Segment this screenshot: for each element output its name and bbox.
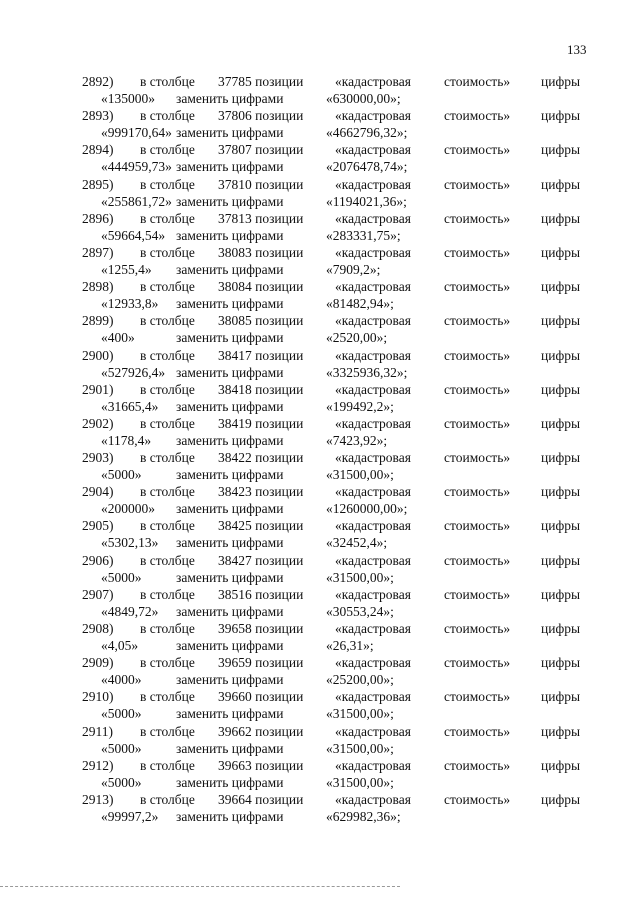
digits-label: цифры	[541, 244, 581, 260]
list-item	[0, 381, 640, 415]
item-line-2	[0, 603, 640, 620]
column-label: в столбце	[140, 74, 195, 89]
cadastral-label: «кадастровая	[335, 791, 411, 807]
replace-instruction: заменить цифрами	[176, 193, 284, 209]
item-number: 2910)	[82, 689, 114, 705]
column-label: в столбце	[140, 347, 195, 363]
list-item	[0, 210, 640, 244]
new-value: «1194021,36»;	[326, 193, 407, 209]
digits-label: цифры	[541, 176, 581, 192]
replace-instruction: заменить цифрами	[176, 808, 284, 824]
cadastral-label: «кадастровая	[335, 586, 411, 602]
list-item	[0, 176, 640, 210]
column-label: в столбце	[140, 415, 195, 431]
old-value: «4849,72»	[101, 603, 159, 619]
cost-label: стоимость»	[444, 450, 511, 466]
item-line-2	[0, 90, 640, 107]
digits-label: цифры	[541, 210, 581, 226]
item-line-1	[0, 347, 640, 364]
item-line-1	[0, 757, 640, 774]
new-value: «26,31»;	[326, 638, 374, 653]
column-label: в столбце	[140, 176, 195, 192]
digits-label: цифры	[541, 757, 581, 773]
position-code: 39662 позиции	[218, 723, 304, 739]
replace-instruction: заменить цифрами	[176, 91, 284, 106]
cadastral-label: «кадастровая	[335, 723, 411, 739]
old-value: «4000»	[101, 672, 142, 688]
item-line-2	[0, 466, 640, 483]
list-item	[0, 415, 640, 449]
list-item	[0, 107, 640, 141]
replace-instruction: заменить цифрами	[176, 501, 284, 517]
digits-label: цифры	[541, 791, 581, 807]
position-code: 38516 позиции	[218, 586, 304, 602]
list-item	[0, 552, 640, 586]
item-line-2	[0, 671, 640, 688]
cost-label: стоимость»	[444, 586, 511, 602]
position-code: 39660 позиции	[218, 689, 304, 705]
item-line-1	[0, 654, 640, 671]
item-number: 2902)	[82, 415, 114, 431]
position-code: 39659 позиции	[218, 655, 304, 671]
item-line-2	[0, 774, 640, 791]
cost-label: стоимость»	[444, 689, 511, 705]
digits-label: цифры	[541, 689, 581, 705]
new-value: «81482,94»;	[326, 296, 394, 312]
item-number: 2896)	[82, 210, 114, 226]
digits-label: цифры	[541, 381, 581, 397]
replace-instruction: заменить цифрами	[176, 672, 284, 688]
column-label: в столбце	[140, 621, 195, 636]
list-item	[0, 347, 640, 381]
position-code: 37807 позиции	[218, 142, 304, 158]
new-value: «1260000,00»;	[326, 501, 408, 517]
new-value: «629982,36»;	[326, 808, 401, 824]
column-label: в столбце	[140, 757, 195, 773]
replace-instruction: заменить цифрами	[176, 398, 284, 414]
position-code: 37785 позиции	[218, 74, 304, 89]
cadastral-label: «кадастровая	[335, 757, 411, 773]
item-number: 2913)	[82, 791, 114, 807]
old-value: «527926,4»	[101, 364, 166, 380]
list-item	[0, 278, 640, 312]
cost-label: стоимость»	[444, 518, 511, 534]
cost-label: стоимость»	[444, 142, 511, 158]
item-line-2	[0, 808, 640, 825]
digits-label: цифры	[541, 484, 581, 500]
item-line-1	[0, 107, 640, 124]
cost-label: стоимость»	[444, 723, 511, 739]
item-number: 2898)	[82, 279, 114, 295]
cadastral-label: «кадастровая	[335, 381, 411, 397]
cost-label: стоимость»	[444, 621, 511, 636]
item-line-2	[0, 432, 640, 449]
old-value: «5000»	[101, 569, 142, 585]
cadastral-label: «кадастровая	[335, 210, 411, 226]
position-code: 39658 позиции	[218, 621, 304, 636]
column-label: в столбце	[140, 586, 195, 602]
list-item	[0, 688, 640, 722]
cost-label: стоимость»	[444, 757, 511, 773]
cost-label: стоимость»	[444, 176, 511, 192]
replace-instruction: заменить цифрами	[176, 364, 284, 380]
digits-label: цифры	[541, 313, 581, 329]
item-number: 2908)	[82, 621, 114, 636]
cadastral-label: «кадастровая	[335, 347, 411, 363]
cadastral-label: «кадастровая	[335, 450, 411, 466]
column-label: в столбце	[140, 484, 195, 500]
item-line-2	[0, 705, 640, 722]
replace-instruction: заменить цифрами	[176, 125, 284, 141]
replace-instruction: заменить цифрами	[176, 740, 284, 756]
column-label: в столбце	[140, 381, 195, 397]
cost-label: стоимость»	[444, 74, 511, 89]
item-line-1	[0, 552, 640, 569]
new-value: «199492,2»;	[326, 398, 394, 414]
item-number: 2906)	[82, 552, 114, 568]
replace-instruction: заменить цифрами	[176, 296, 284, 312]
cost-label: стоимость»	[444, 415, 511, 431]
list-item	[0, 483, 640, 517]
old-value: «135000»	[101, 91, 155, 106]
column-label: в столбце	[140, 313, 195, 329]
cadastral-label: «кадастровая	[335, 415, 411, 431]
replace-instruction: заменить цифрами	[176, 569, 284, 585]
item-line-1	[0, 723, 640, 740]
digits-label: цифры	[541, 450, 581, 466]
digits-label: цифры	[541, 279, 581, 295]
item-number: 2901)	[82, 381, 114, 397]
new-value: «2520,00»;	[326, 330, 388, 346]
position-code: 39663 позиции	[218, 757, 304, 773]
list-item	[0, 654, 640, 688]
item-number: 2900)	[82, 347, 114, 363]
cost-label: стоимость»	[444, 791, 511, 807]
old-value: «5302,13»	[101, 535, 159, 551]
old-value: «444959,73»	[101, 159, 172, 175]
cadastral-label: «кадастровая	[335, 74, 411, 89]
cadastral-label: «кадастровая	[335, 279, 411, 295]
cost-label: стоимость»	[444, 210, 511, 226]
old-value: «1178,4»	[101, 432, 152, 448]
cost-label: стоимость»	[444, 655, 511, 671]
new-value: «31500,00»;	[326, 467, 394, 483]
old-value: «12933,8»	[101, 296, 159, 312]
new-value: «630000,00»;	[326, 91, 401, 106]
cost-label: стоимость»	[444, 484, 511, 500]
digits-label: цифры	[541, 621, 581, 636]
list-item	[0, 791, 640, 825]
replace-instruction: заменить цифрами	[176, 638, 284, 653]
new-value: «31500,00»;	[326, 706, 394, 722]
new-value: «31500,00»;	[326, 740, 394, 756]
cost-label: стоимость»	[444, 313, 511, 329]
new-value: «31500,00»;	[326, 774, 394, 790]
item-number: 2903)	[82, 450, 114, 466]
position-code: 37806 позиции	[218, 108, 304, 124]
item-number: 2912)	[82, 757, 114, 773]
item-line-1	[0, 517, 640, 534]
new-value: «31500,00»;	[326, 569, 394, 585]
old-value: «999170,64»	[101, 125, 172, 141]
old-value: «5000»	[101, 774, 142, 790]
column-label: в столбце	[140, 450, 195, 466]
cadastral-label: «кадастровая	[335, 518, 411, 534]
item-line-2	[0, 124, 640, 141]
item-line-1	[0, 483, 640, 500]
item-line-1	[0, 415, 640, 432]
item-number: 2894)	[82, 142, 114, 158]
digits-label: цифры	[541, 586, 581, 602]
column-label: в столбце	[140, 723, 195, 739]
amendment-list	[0, 73, 640, 825]
replace-instruction: заменить цифрами	[176, 774, 284, 790]
new-value: «4662796,32»;	[326, 125, 408, 141]
item-number: 2909)	[82, 655, 114, 671]
position-code: 37813 позиции	[218, 210, 304, 226]
cadastral-label: «кадастровая	[335, 484, 411, 500]
new-value: «7909,2»;	[326, 261, 381, 277]
cadastral-label: «кадастровая	[335, 621, 411, 636]
digits-label: цифры	[541, 108, 581, 124]
item-line-1	[0, 586, 640, 603]
position-code: 38418 позиции	[218, 381, 304, 397]
list-item	[0, 312, 640, 346]
item-line-1	[0, 312, 640, 329]
item-line-2	[0, 500, 640, 517]
old-value: «200000»	[101, 501, 155, 517]
item-line-2	[0, 740, 640, 757]
position-code: 37810 позиции	[218, 176, 304, 192]
position-code: 38083 позиции	[218, 244, 304, 260]
item-number: 2895)	[82, 176, 114, 192]
cadastral-label: «кадастровая	[335, 108, 411, 124]
new-value: «283331,75»;	[326, 227, 401, 243]
item-number: 2892)	[82, 74, 114, 89]
replace-instruction: заменить цифрами	[176, 261, 284, 277]
column-label: в столбце	[140, 142, 195, 158]
digits-label: цифры	[541, 552, 581, 568]
item-line-2	[0, 295, 640, 312]
item-line-1	[0, 176, 640, 193]
old-value: «5000»	[101, 467, 142, 483]
old-value: «31665,4»	[101, 398, 159, 414]
item-line-2	[0, 193, 640, 210]
page-number: 133	[567, 42, 587, 57]
cost-label: стоимость»	[444, 279, 511, 295]
cadastral-label: «кадастровая	[335, 176, 411, 192]
list-item	[0, 141, 640, 175]
list-item	[0, 586, 640, 620]
column-label: в столбце	[140, 689, 195, 705]
item-line-1	[0, 141, 640, 158]
column-label: в столбце	[140, 244, 195, 260]
replace-instruction: заменить цифрами	[176, 330, 284, 346]
item-line-2	[0, 569, 640, 586]
cadastral-label: «кадастровая	[335, 142, 411, 158]
old-value: «5000»	[101, 706, 142, 722]
list-item	[0, 620, 640, 654]
item-line-1	[0, 278, 640, 295]
column-label: в столбце	[140, 655, 195, 671]
digits-label: цифры	[541, 655, 581, 671]
item-number: 2899)	[82, 313, 114, 329]
position-code: 38425 позиции	[218, 518, 304, 534]
item-number: 2897)	[82, 244, 114, 260]
item-line-1	[0, 791, 640, 808]
list-item	[0, 517, 640, 551]
replace-instruction: заменить цифрами	[176, 535, 284, 551]
item-line-1	[0, 449, 640, 466]
item-line-2	[0, 261, 640, 278]
position-code: 38085 позиции	[218, 313, 304, 329]
position-code: 38422 позиции	[218, 450, 304, 466]
item-line-2	[0, 637, 640, 654]
digits-label: цифры	[541, 347, 581, 363]
new-value: «32452,4»;	[326, 535, 388, 551]
item-line-2	[0, 227, 640, 244]
digits-label: цифры	[541, 74, 581, 89]
cost-label: стоимость»	[444, 347, 511, 363]
item-line-2	[0, 364, 640, 381]
item-number: 2904)	[82, 484, 114, 500]
item-number: 2905)	[82, 518, 114, 534]
replace-instruction: заменить цифрами	[176, 467, 284, 483]
position-code: 38423 позиции	[218, 484, 304, 500]
cost-label: стоимость»	[444, 381, 511, 397]
position-code: 38417 позиции	[218, 347, 304, 363]
replace-instruction: заменить цифрами	[176, 159, 284, 175]
column-label: в столбце	[140, 552, 195, 568]
list-item	[0, 723, 640, 757]
list-item	[0, 449, 640, 483]
list-item	[0, 73, 640, 107]
new-value: «3325936,32»;	[326, 364, 408, 380]
item-number: 2907)	[82, 586, 114, 602]
new-value: «2076478,74»;	[326, 159, 408, 175]
digits-label: цифры	[541, 518, 581, 534]
cadastral-label: «кадастровая	[335, 689, 411, 705]
new-value: «7423,92»;	[326, 432, 388, 448]
old-value: «4,05»	[101, 638, 139, 653]
cadastral-label: «кадастровая	[335, 655, 411, 671]
item-number: 2893)	[82, 108, 114, 124]
cadastral-label: «кадастровая	[335, 244, 411, 260]
item-line-1	[0, 620, 640, 637]
column-label: в столбце	[140, 279, 195, 295]
cost-label: стоимость»	[444, 108, 511, 124]
position-code: 38084 позиции	[218, 279, 304, 295]
replace-instruction: заменить цифрами	[176, 706, 284, 722]
item-line-1	[0, 688, 640, 705]
old-value: «5000»	[101, 740, 142, 756]
old-value: «400»	[101, 330, 135, 346]
cadastral-label: «кадастровая	[335, 552, 411, 568]
new-value: «30553,24»;	[326, 603, 394, 619]
old-value: «99997,2»	[101, 808, 159, 824]
item-line-1	[0, 244, 640, 261]
old-value: «255861,72»	[101, 193, 172, 209]
replace-instruction: заменить цифрами	[176, 227, 284, 243]
list-item	[0, 244, 640, 278]
cost-label: стоимость»	[444, 552, 511, 568]
position-code: 39664 позиции	[218, 791, 304, 807]
replace-instruction: заменить цифрами	[176, 432, 284, 448]
cadastral-label: «кадастровая	[335, 313, 411, 329]
item-line-1	[0, 381, 640, 398]
column-label: в столбце	[140, 210, 195, 226]
footer-divider	[0, 886, 400, 887]
item-line-2	[0, 534, 640, 551]
digits-label: цифры	[541, 415, 581, 431]
item-line-1	[0, 210, 640, 227]
column-label: в столбце	[140, 518, 195, 534]
digits-label: цифры	[541, 142, 581, 158]
item-number: 2911)	[82, 723, 113, 739]
new-value: «25200,00»;	[326, 672, 394, 688]
item-line-1	[0, 73, 640, 90]
column-label: в столбце	[140, 791, 195, 807]
item-line-2	[0, 158, 640, 175]
position-code: 38427 позиции	[218, 552, 304, 568]
digits-label: цифры	[541, 723, 581, 739]
replace-instruction: заменить цифрами	[176, 603, 284, 619]
item-line-2	[0, 329, 640, 346]
old-value: «59664,54»	[101, 227, 166, 243]
list-item	[0, 757, 640, 791]
item-line-2	[0, 398, 640, 415]
column-label: в столбце	[140, 108, 195, 124]
cost-label: стоимость»	[444, 244, 511, 260]
old-value: «1255,4»	[101, 261, 152, 277]
position-code: 38419 позиции	[218, 415, 304, 431]
